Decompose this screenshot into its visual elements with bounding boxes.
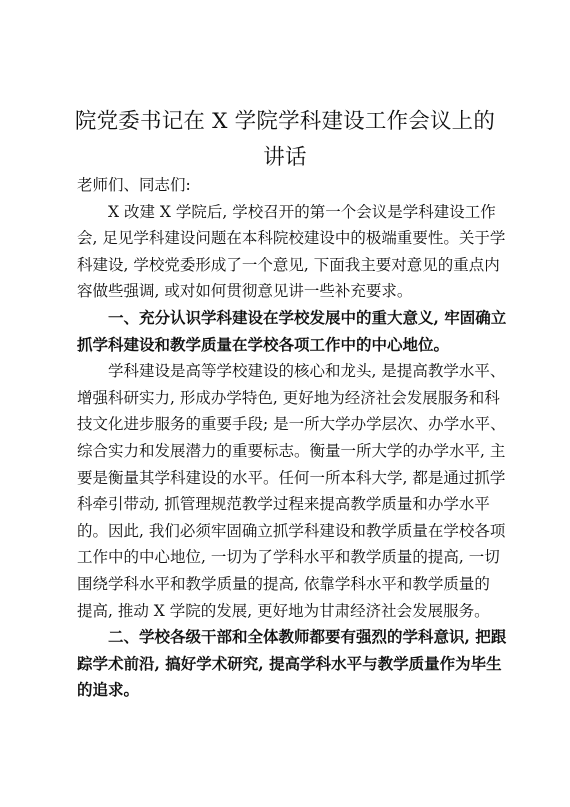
paragraph-line: 容做些强调, 或对如何贯彻意见讲一些补充要求。 <box>77 282 413 301</box>
paragraph-line: 围绕学科水平和教学质量的提高, 依靠学科水平和教学质量的 <box>77 574 490 593</box>
document-title <box>0 104 570 176</box>
title-line-2: 讲话 <box>263 145 307 170</box>
paragraph-line: 要是衡量其学科建设的水平。任何一所本科大学, 都是通过抓学 <box>77 468 506 487</box>
heading-line: 的追求。 <box>77 680 140 700</box>
paragraph-line: 的。因此, 我们必须牢固确立抓学科建设和教学质量在学校各项 <box>77 521 506 540</box>
section-heading-2 <box>77 624 507 704</box>
paragraph-line: 会, 足见学科建设问题在本科院校建设中的极端重要性。关于学 <box>77 229 506 248</box>
heading-line: 一、充分认识学科建设在学校发展中的重大意义, 牢固确立 <box>108 307 507 327</box>
paragraph-line: X 改建 X 学院后, 学校召开的第一个会议是学科建设工作 <box>108 202 496 221</box>
salutation: 老师们、同志们: <box>77 176 191 194</box>
paragraph-line: 增强科研实力, 形成办学特色, 更好地为经济社会发展服务和科 <box>77 388 500 407</box>
paragraph-line: 科建设, 学校党委形成了一个意见, 下面我主要对意见的重点内 <box>77 255 500 274</box>
paragraph-section-1 <box>77 358 506 624</box>
paragraph-intro <box>77 199 506 305</box>
title-line-1: 院党委书记在 X 学院学科建设工作会议上的 <box>74 109 496 134</box>
document-body <box>77 172 507 704</box>
heading-line: 抓学科建设和教学质量在学校各项工作中的中心地位。 <box>77 334 450 354</box>
paragraph-line: 技文化进步服务的重要手段; 是一所大学办学层次、办学水平、 <box>77 415 506 434</box>
paragraph-line: 学科建设是高等学校建设的核心和龙头, 是提高教学水平、 <box>108 362 506 381</box>
heading-line: 二、学校各级干部和全体教师都要有强烈的学科意识, 把跟 <box>108 627 507 647</box>
paragraph-line: 提高, 推动 X 学院的发展, 更好地为甘肃经济社会发展服务。 <box>77 601 490 620</box>
section-heading-1 <box>77 305 507 358</box>
paragraph-line: 工作中的中心地位, 一切为了学科水平和教学质量的提高, 一切 <box>77 548 500 567</box>
paragraph-line: 科牵引带动, 抓管理规范教学过程来提高教学质量和办学水平 <box>77 495 490 514</box>
paragraph-line: 综合实力和发展潜力的重要标志。衡量一所大学的办学水平, 主 <box>77 441 506 460</box>
heading-line: 踪学术前沿, 搞好学术研究, 提高学科水平与教学质量作为毕生 <box>77 653 502 673</box>
